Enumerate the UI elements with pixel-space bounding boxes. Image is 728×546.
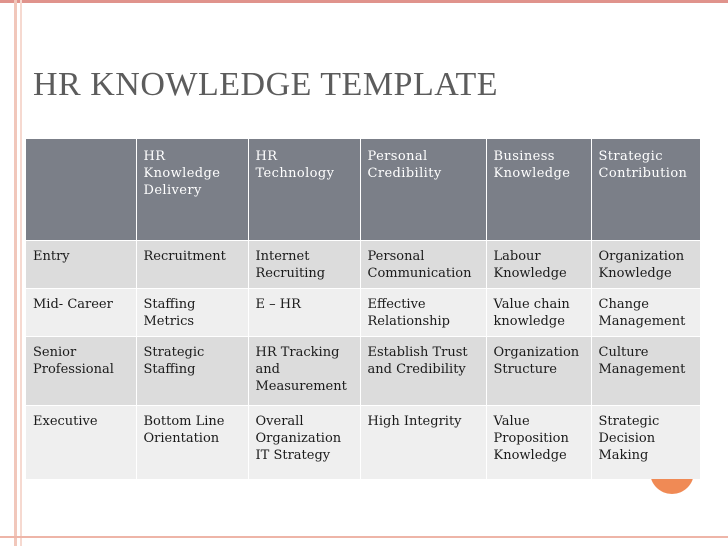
header-cell-hr-knowledge-delivery: HR Knowledge Delivery <box>136 139 248 241</box>
table-cell: High Integrity <box>360 406 486 480</box>
table-cell: Culture Management <box>591 337 700 406</box>
slide-title: HR KNOWLEDGE TEMPLATE <box>33 66 499 103</box>
bottom-border <box>0 536 728 538</box>
row-label-cell: Entry <box>26 241 136 289</box>
row-label-cell: Executive <box>26 406 136 480</box>
table-cell: Organization Structure <box>486 337 591 406</box>
table-row <box>26 241 700 289</box>
table-cell: Value Proposition Knowledge <box>486 406 591 480</box>
table-cell: Change Management <box>591 289 700 337</box>
left-border <box>14 0 17 546</box>
table-row <box>26 406 700 480</box>
table-row <box>26 337 700 406</box>
header-cell-hr-technology: HR Technology <box>248 139 360 241</box>
header-cell-personal-credibility: Personal Credibility <box>360 139 486 241</box>
row-label-cell: Mid- Career <box>26 289 136 337</box>
table-cell: Personal Communication <box>360 241 486 289</box>
table-cell: Recruitment <box>136 241 248 289</box>
header-cell-blank <box>26 139 136 241</box>
table-cell: Overall Organization IT Strategy <box>248 406 360 480</box>
table-cell: Staffing Metrics <box>136 289 248 337</box>
table-cell: Labour Knowledge <box>486 241 591 289</box>
table-cell: Effective Relationship <box>360 289 486 337</box>
table-cell: Internet Recruiting <box>248 241 360 289</box>
hr-knowledge-table <box>26 139 700 479</box>
table-row <box>26 289 700 337</box>
table-cell: Bottom Line Orientation <box>136 406 248 480</box>
table-cell: Strategic Decision Making <box>591 406 700 480</box>
header-cell-strategic-contribution: Strategic Contribution <box>591 139 700 241</box>
header-cell-business-knowledge: Business Knowledge <box>486 139 591 241</box>
table-cell: HR Tracking and Measurement <box>248 337 360 406</box>
top-border <box>0 0 728 3</box>
table-cell: Value chain knowledge <box>486 289 591 337</box>
left-border-inner <box>20 0 22 546</box>
row-label-cell: Senior Professional <box>26 337 136 406</box>
table-cell: Organization Knowledge <box>591 241 700 289</box>
table-cell: Strategic Staffing <box>136 337 248 406</box>
table-header-row <box>26 139 700 241</box>
table-cell: E – HR <box>248 289 360 337</box>
table-cell: Establish Trust and Credibility <box>360 337 486 406</box>
